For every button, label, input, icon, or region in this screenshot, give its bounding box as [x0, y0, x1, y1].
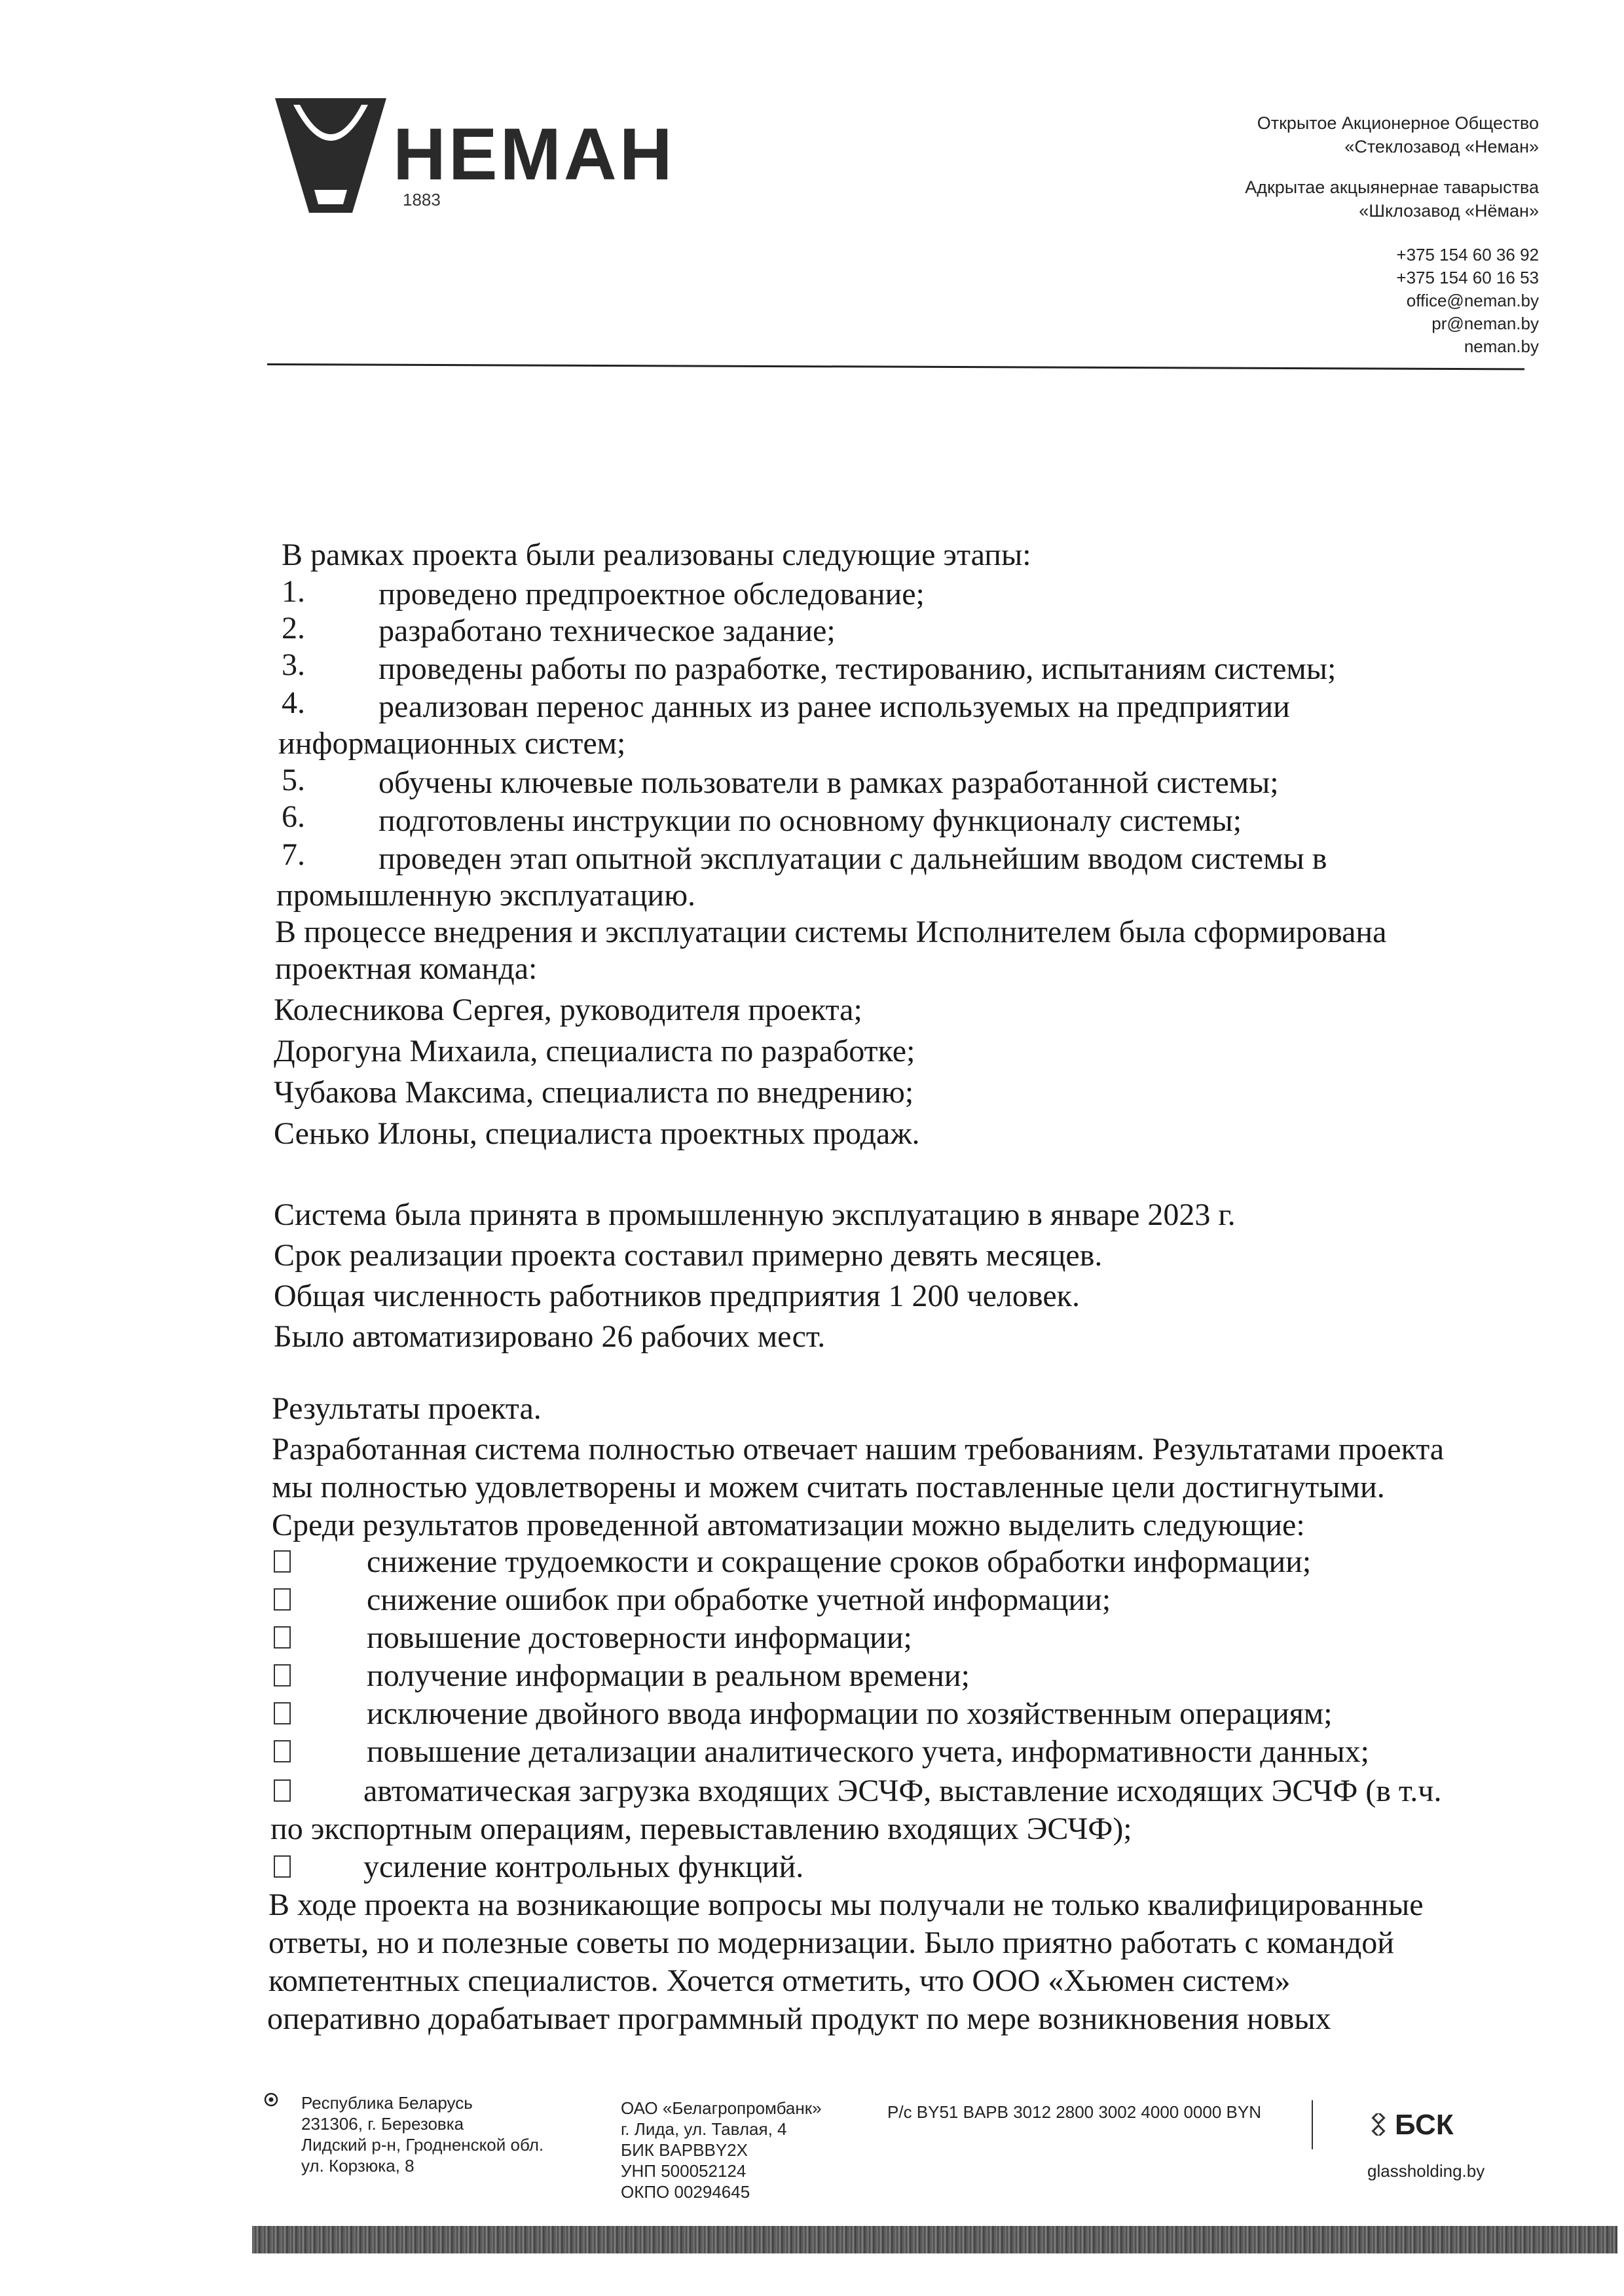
stage-number: 5.	[282, 763, 305, 797]
checkbox-icon	[274, 1664, 291, 1686]
fact-line: Было автоматизировано 26 рабочих мест.	[274, 1319, 826, 1354]
result-item: снижение ошибок при обработке учетной информации;	[367, 1582, 1111, 1617]
brand-name: НЕМАН	[393, 113, 675, 195]
result-item: автоматическая загрузка входящих ЭСЧФ, выставление исходящих ЭСЧФ (в т.ч.	[363, 1774, 1442, 1808]
result-item: снижение трудоемкости и сокращение сроков обработки информации;	[367, 1544, 1312, 1579]
checkbox-icon	[274, 1550, 291, 1573]
stage-number: 6.	[282, 799, 305, 834]
fact-line: Общая численность работников предприятия 1 200 человек.	[274, 1279, 1080, 1313]
address-line: Республика Беларусь	[301, 2093, 473, 2113]
bank-line: БИК BAPBBY2X	[621, 2140, 748, 2160]
location-pin-icon	[263, 2092, 279, 2111]
bank-line: ОКПО 00294645	[621, 2182, 750, 2202]
results-paragraph: Среди результатов проведенной автоматизации можно выделить следующие:	[272, 1508, 1305, 1542]
company-by-line2: «Шклозавод «Нёман»	[1359, 201, 1539, 221]
address-line: 231306, г. Березовка	[301, 2114, 464, 2134]
result-item-cont: по экспортным операциям, перевыставлению входящих ЭСЧФ);	[270, 1812, 1132, 1846]
checkbox-icon	[274, 1626, 291, 1649]
scan-edge-strip	[252, 2226, 1617, 2253]
stage-text: реализован перенос данных из ранее используемых на предприятии	[378, 689, 1290, 724]
email-pr[interactable]: pr@neman.by	[1431, 314, 1539, 333]
fact-line: Система была принята в промышленную эксплуатацию в январе 2023 г.	[274, 1197, 1236, 1232]
brand-year: 1883	[403, 190, 441, 210]
company-by-line1: Адкрытае акцыянернае таварыства	[1245, 177, 1539, 197]
stage-number: 4.	[282, 685, 305, 720]
partner-logo-text: БСК	[1395, 2109, 1454, 2141]
contacts	[1396, 244, 1539, 358]
stage-text: проведено предпроектное обследование;	[378, 577, 925, 611]
result-item: исключение двойного ввода информации по хозяйственным операциям;	[367, 1696, 1333, 1731]
stage-text: обучены ключевые пользователи в рамках разработанной системы;	[378, 765, 1279, 800]
stage-text-cont: информационных систем;	[278, 726, 626, 761]
bank-line: УНП 500052124	[621, 2161, 747, 2181]
team-member: Чубакова Максима, специалиста по внедрению;	[274, 1075, 914, 1110]
intro-line: В рамках проекта были реализованы следующие этапы:	[282, 538, 1031, 572]
stage-text: проведен этап опытной эксплуатации с дальнейшим вводом системы в	[378, 841, 1327, 876]
closing-line: В ходе проекта на возникающие вопросы мы получали не только квалифицированные	[268, 1887, 1424, 1922]
checkbox-icon	[274, 1588, 291, 1611]
stage-number: 2.	[282, 611, 305, 646]
result-item: повышение детализации аналитического учета, информативности данных;	[367, 1734, 1369, 1769]
partner-website[interactable]: glassholding.by	[1367, 2161, 1485, 2181]
result-item: получение информации в реальном времени;	[367, 1658, 970, 1693]
team-member: Сенько Илоны, специалиста проектных продаж.	[274, 1116, 920, 1151]
neman-logo-icon	[275, 98, 386, 213]
closing-line: компетентных специалистов. Хочется отметить, что ООО «Хьюмен систем»	[268, 1963, 1291, 1998]
checkbox-icon	[274, 1740, 291, 1762]
bank-line: ОАО «Белагропромбанк»	[621, 2098, 822, 2118]
footer-divider	[1312, 2100, 1313, 2149]
checkbox-icon	[274, 1855, 291, 1878]
team-member: Дорогуна Михаила, специалиста по разработке;	[274, 1034, 915, 1068]
address-line: Лидский р-н, Гродненской обл.	[301, 2135, 544, 2155]
closing-line: оперативно дорабатывает программный продукт по мере возникновения новых	[267, 2001, 1331, 2036]
stage-text: подготовлены инструкции по основному функционалу системы;	[378, 803, 1242, 838]
website[interactable]: neman.by	[1464, 337, 1539, 356]
company-ru-line2: «Стеклозавод «Неман»	[1344, 137, 1539, 156]
stage-number: 7.	[282, 837, 305, 872]
bank-account: Р/с BY51 BAPB 3012 2800 3002 4000 0000 BYN	[887, 2102, 1261, 2122]
company-names	[1245, 111, 1539, 223]
result-item: повышение достоверности информации;	[367, 1620, 912, 1655]
address-line: ул. Корзюка, 8	[301, 2156, 415, 2176]
stage-text-cont: промышленную эксплуатацию.	[276, 878, 696, 913]
bsk-logo-icon	[1367, 2113, 1390, 2136]
stage-number: 3.	[282, 647, 305, 682]
stage-text: проведены работы по разработке, тестированию, испытаниям системы;	[378, 651, 1337, 686]
checkbox-icon	[274, 1702, 291, 1724]
team-intro-2: проектная команда:	[275, 951, 538, 986]
results-paragraph: Разработанная система полностью отвечает нашим требованиям. Результатами проекта	[272, 1432, 1445, 1467]
closing-line: ответы, но и полезные советы по модернизации. Было приятно работать с командой	[268, 1925, 1394, 1960]
phone-1: +375 154 60 36 92	[1396, 245, 1539, 264]
fact-line: Срок реализации проекта составил примерно девять месяцев.	[274, 1238, 1103, 1273]
results-title: Результаты проекта.	[272, 1391, 542, 1426]
email-office[interactable]: office@neman.by	[1406, 291, 1539, 310]
phone-2: +375 154 60 16 53	[1396, 268, 1539, 287]
bank-line: г. Лида, ул. Тавлая, 4	[621, 2119, 787, 2139]
checkbox-icon	[274, 1779, 291, 1802]
header-divider	[267, 363, 1524, 370]
stage-number: 1.	[282, 574, 305, 609]
company-ru-line1: Открытое Акционерное Общество	[1257, 113, 1539, 133]
team-member: Колесникова Сергея, руководителя проекта;	[274, 993, 862, 1027]
stage-text: разработано техническое задание;	[378, 613, 836, 648]
team-intro-1: В процессе внедрения и эксплуатации системы Исполнителем была сформирована	[275, 915, 1387, 949]
result-item: усиление контрольных функций.	[363, 1850, 804, 1884]
results-paragraph: мы полностью удовлетворены и можем считать поставленные цели достигнутыми.	[272, 1470, 1385, 1504]
